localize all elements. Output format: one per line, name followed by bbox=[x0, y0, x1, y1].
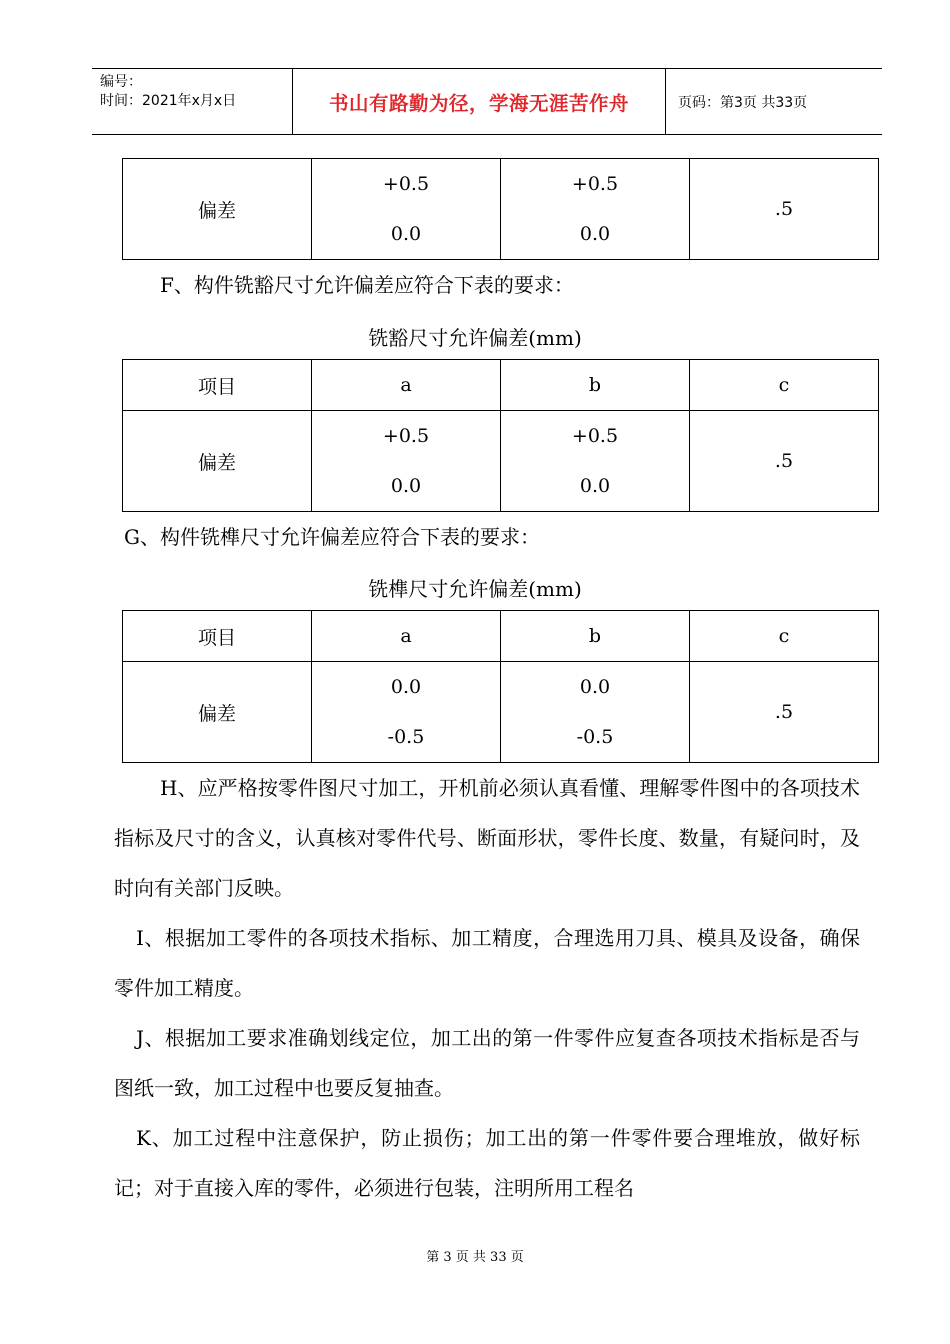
header-page-info: 页码：第3页 共33页 bbox=[678, 94, 808, 111]
deviation-table-top bbox=[122, 158, 879, 260]
cell-b bbox=[501, 411, 690, 512]
section-g-caption: 铣榫尺寸允许偏差(mm) bbox=[368, 577, 582, 601]
table-row bbox=[123, 159, 879, 260]
number-label: 编号： bbox=[100, 74, 142, 90]
a-upper: +0.5 bbox=[382, 425, 430, 447]
header-cell: 项目 bbox=[123, 360, 312, 411]
a-lower: 0.0 bbox=[390, 223, 422, 245]
a-lower: -0.5 bbox=[387, 726, 425, 748]
table-header-row bbox=[123, 611, 879, 662]
table-header-row bbox=[123, 360, 879, 411]
cell-c: .5 bbox=[690, 159, 879, 260]
table-row bbox=[123, 662, 879, 763]
paragraph-i: I、根据加工零件的各项技术指标、加工精度，合理选用刀具、模具及设备，确保零件加工精度。 bbox=[114, 926, 860, 1000]
a-lower: 0.0 bbox=[390, 475, 422, 497]
cell-b bbox=[501, 159, 690, 260]
b-lower: -0.5 bbox=[576, 726, 614, 748]
b-upper: +0.5 bbox=[571, 173, 619, 195]
paragraph-j: J、根据加工要求准确划线定位，加工出的第一件零件应复查各项技术指标是否与图纸一致，加工过程中也要反复抽查。 bbox=[114, 1026, 860, 1100]
cell-c: .5 bbox=[690, 662, 879, 763]
milling-tenon-table bbox=[122, 610, 879, 763]
row-label: 偏差 bbox=[123, 662, 312, 763]
row-label: 偏差 bbox=[123, 411, 312, 512]
header-cell: 项目 bbox=[123, 611, 312, 662]
cell-c: .5 bbox=[690, 411, 879, 512]
page-footer: 第 3 页 共 33 页 bbox=[426, 1250, 524, 1265]
b-lower: 0.0 bbox=[579, 475, 611, 497]
section-f-intro: F、构件铣豁尺寸允许偏差应符合下表的要求： bbox=[160, 273, 574, 297]
header-cell: a bbox=[312, 360, 501, 411]
row-label: 偏差 bbox=[123, 159, 312, 260]
b-upper: 0.0 bbox=[579, 676, 611, 698]
paragraph-k: K、加工过程中注意保护，防止损伤；加工出的第一件零件要合理堆放，做好标记；对于直接入库的零件，必须进行包装，注明所用工程名 bbox=[114, 1126, 860, 1200]
time-label: 时间：2021年x月x日 bbox=[100, 93, 237, 109]
header-cell: c bbox=[690, 611, 879, 662]
cell-b bbox=[501, 662, 690, 763]
header-cell: b bbox=[501, 360, 690, 411]
milling-notch-table bbox=[122, 359, 879, 512]
b-lower: 0.0 bbox=[579, 223, 611, 245]
cell-a bbox=[312, 411, 501, 512]
header-cell: a bbox=[312, 611, 501, 662]
a-upper: +0.5 bbox=[382, 173, 430, 195]
section-g-intro: G、构件铣榫尺寸允许偏差应符合下表的要求： bbox=[124, 525, 540, 549]
b-upper: +0.5 bbox=[571, 425, 619, 447]
header-motto: 书山有路勤为径，学海无涯苦作舟 bbox=[293, 69, 666, 134]
cell-a bbox=[312, 159, 501, 260]
cell-a bbox=[312, 662, 501, 763]
a-upper: 0.0 bbox=[390, 676, 422, 698]
page-header bbox=[92, 68, 882, 135]
table-row bbox=[123, 411, 879, 512]
header-cell: c bbox=[690, 360, 879, 411]
header-cell: b bbox=[501, 611, 690, 662]
section-f-caption: 铣豁尺寸允许偏差(mm) bbox=[368, 326, 582, 350]
paragraph-h: H、应严格按零件图尺寸加工，开机前必须认真看懂、理解零件图中的各项技术指标及尺寸的含义，认真核对零件代号、断面形状，零件长度、数量，有疑问时，及时向有关部门反映。 bbox=[114, 776, 860, 900]
header-meta bbox=[92, 69, 293, 134]
